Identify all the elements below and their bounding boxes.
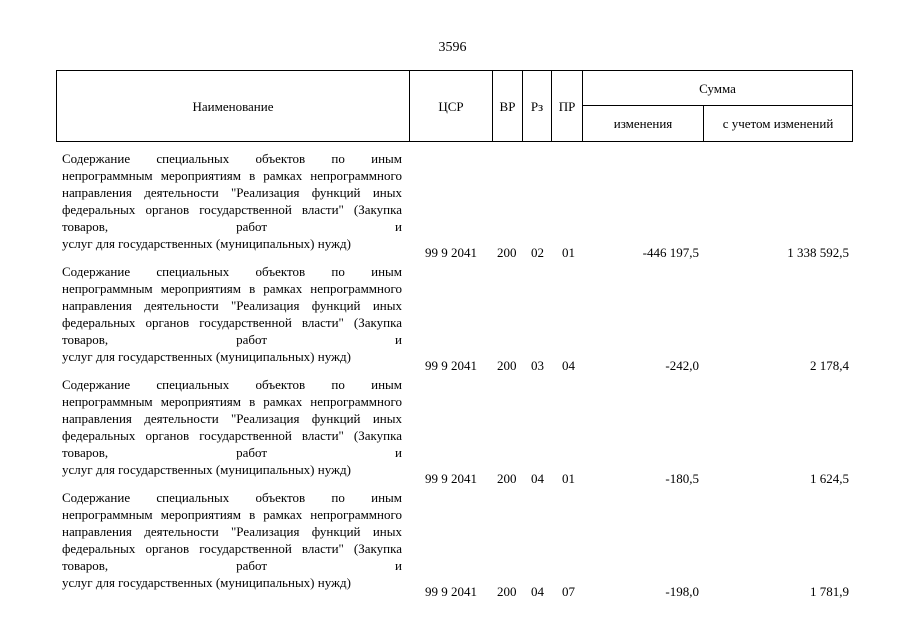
- row-pr: 01: [562, 245, 575, 260]
- row-pr: 04: [562, 358, 575, 373]
- row-change: -446 197,5: [642, 245, 699, 260]
- header-rz: Рз: [530, 98, 544, 114]
- row-total: 1 781,9: [810, 584, 849, 599]
- row-pr: 07: [562, 584, 575, 599]
- page-number: 3596: [438, 40, 467, 55]
- row-change: -180,5: [665, 471, 699, 486]
- table-row: [0, 376, 905, 488]
- table-row: [0, 489, 905, 601]
- table-row: [0, 263, 905, 375]
- header-name: Наименование: [192, 98, 274, 114]
- header-pr: ПР: [558, 98, 576, 114]
- table-row: [0, 150, 905, 262]
- header-csr: ЦСР: [438, 98, 464, 114]
- row-change: -242,0: [665, 358, 699, 373]
- row-name: Содержание специальных объектов по иным непрограммным мероприятиям в рамках непрограммного направления деятельности "Реализация функций иных федеральных органов государственной власти" (Закупка товаров, работ и услуг для государственных (муниципальных) нужд): [62, 151, 402, 251]
- row-rz: 04: [531, 584, 544, 599]
- header-vr: ВР: [499, 98, 516, 114]
- row-change: -198,0: [665, 584, 699, 599]
- row-csr: 99 9 2041: [425, 245, 477, 260]
- row-csr: 99 9 2041: [425, 358, 477, 373]
- row-csr: 99 9 2041: [425, 584, 477, 599]
- row-name: Содержание специальных объектов по иным непрограммным мероприятиям в рамках непрограммного направления деятельности "Реализация функций иных федеральных органов государственной власти" (Закупка товаров, работ и услуг для государственных (муниципальных) нужд): [62, 264, 402, 364]
- header-with-change: с учетом изменений: [722, 116, 834, 131]
- header-sum: Сумма: [699, 80, 736, 96]
- row-pr: 01: [562, 471, 575, 486]
- row-vr: 200: [497, 584, 517, 599]
- row-csr: 99 9 2041: [425, 471, 477, 486]
- row-total: 1 624,5: [810, 471, 849, 486]
- row-rz: 04: [531, 471, 544, 486]
- row-total: 1 338 592,5: [787, 245, 849, 260]
- row-vr: 200: [497, 358, 517, 373]
- row-name: Содержание специальных объектов по иным непрограммным мероприятиям в рамках непрограммного направления деятельности "Реализация функций иных федеральных органов государственной власти" (Закупка товаров, работ и услуг для государственных (муниципальных) нужд): [62, 490, 402, 590]
- row-vr: 200: [497, 245, 517, 260]
- row-rz: 02: [531, 245, 544, 260]
- row-total: 2 178,4: [810, 358, 849, 373]
- header-change: изменения: [613, 116, 673, 131]
- row-name: Содержание специальных объектов по иным непрограммным мероприятиям в рамках непрограммного направления деятельности "Реализация функций иных федеральных органов государственной власти" (Закупка товаров, работ и услуг для государственных (муниципальных) нужд): [62, 377, 402, 477]
- row-rz: 03: [531, 358, 544, 373]
- row-vr: 200: [497, 471, 517, 486]
